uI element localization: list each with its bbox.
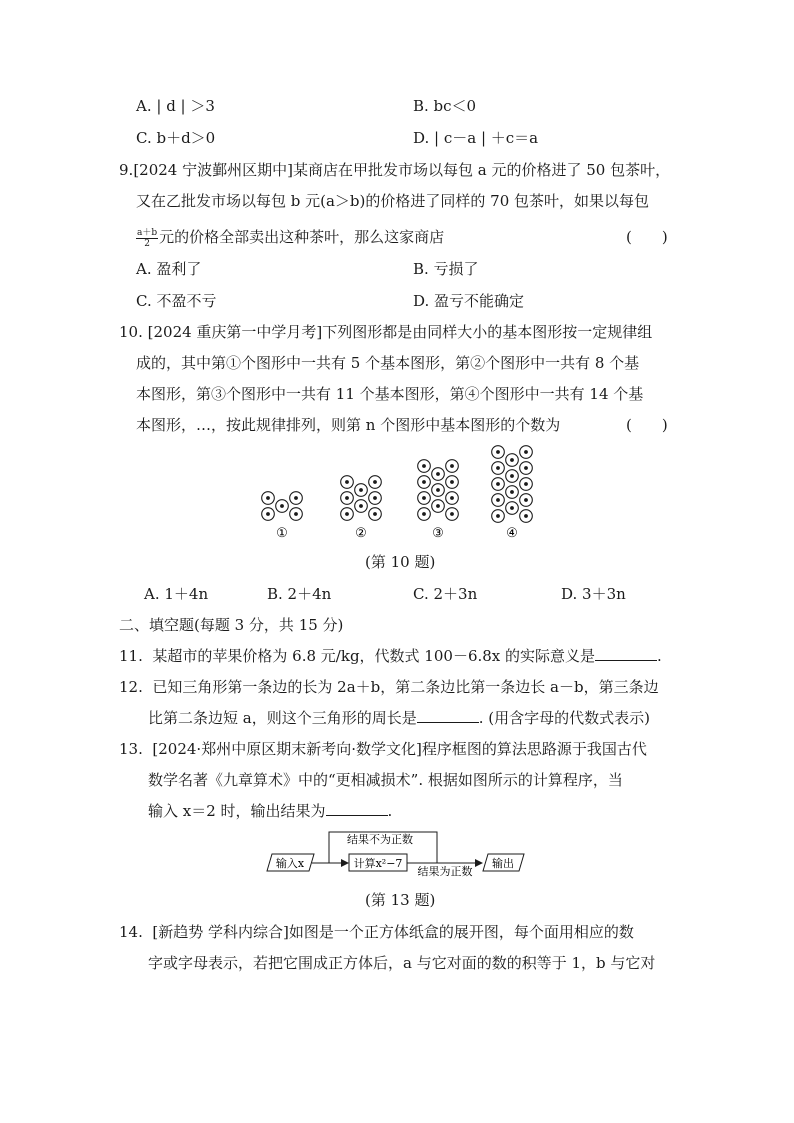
q9-stem-line2: 又在乙批发市场以每包 b 元(a＞b)的价格进了同样的 70 包茶叶，如果以每包 bbox=[136, 192, 650, 210]
punctuation: . bbox=[657, 647, 662, 665]
q9-stem-line3 bbox=[136, 223, 444, 251]
question-text: 输入 x＝2 时，输出结果为 bbox=[148, 802, 326, 820]
q9-option-a: A. 盈利了 bbox=[136, 260, 202, 278]
question-source: [2024 宁波鄞州区期中] bbox=[133, 161, 293, 179]
fraction bbox=[136, 228, 158, 249]
figure-label-2: ② bbox=[355, 526, 367, 541]
q10-option-c: C. 2＋3n bbox=[413, 585, 478, 603]
q8-option-b: B. bc＜0 bbox=[413, 97, 477, 115]
pattern-figure-3 bbox=[418, 460, 459, 521]
punctuation: . bbox=[387, 802, 393, 820]
question-number: 12. bbox=[119, 678, 143, 696]
question-number: 14. bbox=[119, 923, 143, 941]
q9-option-b: B. 亏损了 bbox=[413, 260, 479, 278]
answer-blank[interactable] bbox=[595, 646, 657, 661]
pattern-figure-2 bbox=[341, 476, 382, 521]
question-text: 比第二条边短 a，则这个三角形的周长是 bbox=[148, 709, 417, 727]
figure-label-3: ③ bbox=[432, 526, 444, 541]
pattern-figure-4 bbox=[492, 446, 533, 523]
fraction-numerator: a＋b bbox=[137, 227, 158, 238]
q13-stem-line2: 数学名著《九章算术》中的“更相减损术”. 根据如图所示的计算程序，当 bbox=[148, 771, 623, 789]
q14-stem-line2: 字或字母表示，若把它围成正方体后，a 与它对面的数的积等于 1，b 与它对 bbox=[148, 954, 656, 972]
question-number: 13. bbox=[119, 740, 143, 758]
q8-option-d: D. | c－a | ＋c＝a bbox=[413, 129, 539, 147]
question-number: 10. bbox=[119, 323, 143, 341]
figure-label-4: ④ bbox=[506, 526, 518, 541]
question-number: 11. bbox=[119, 647, 143, 665]
answer-blank[interactable] bbox=[417, 708, 479, 723]
question-text: 已知三角形第一条边的长为 2a＋b，第二条边比第一条边长 a－b，第三条边 bbox=[152, 678, 659, 696]
q8-option-c: C. b＋d＞0 bbox=[136, 129, 216, 147]
section-heading: 二、填空题(每题 3 分，共 15 分) bbox=[119, 616, 344, 634]
answer-blank[interactable] bbox=[326, 801, 388, 816]
q13-flowchart bbox=[262, 828, 532, 878]
answer-paren: ( ) bbox=[626, 416, 668, 434]
q9-stem-line1 bbox=[119, 160, 670, 180]
q10-stem-line1 bbox=[119, 322, 652, 342]
flow-input-label: 输入x bbox=[275, 857, 305, 870]
flow-loop-label: 结果不为正数 bbox=[347, 833, 413, 846]
q10-option-d: D. 3＋3n bbox=[561, 585, 626, 603]
q10-pattern-figure bbox=[250, 440, 550, 544]
question-text: 元的价格全部卖出这种茶叶，那么这家商店 bbox=[159, 228, 445, 246]
flow-output-label: 输出 bbox=[492, 857, 514, 870]
q12-stem-line2 bbox=[148, 708, 650, 728]
question-text: . (用含字母的代数式表示) bbox=[478, 709, 650, 727]
q13-stem-line1 bbox=[119, 739, 647, 759]
q13-stem-line3 bbox=[148, 801, 392, 821]
question-text: 某商店在甲批发市场以每包 a 元的价格进了 50 包茶叶， bbox=[292, 161, 671, 179]
flow-positive-label: 结果为正数 bbox=[417, 865, 473, 878]
q10-option-a: A. 1＋4n bbox=[144, 585, 209, 603]
q11-stem bbox=[119, 646, 662, 666]
fraction-denominator: 2 bbox=[144, 238, 150, 249]
q10-stem-line2: 成的，其中第①个图形中一共有 5 个基本图形，第②个图形中一共有 8 个基 bbox=[136, 354, 640, 372]
flow-calc-label: 计算x²−7 bbox=[353, 857, 403, 870]
question-text: 程序框图的算法思路源于我国古代 bbox=[421, 740, 647, 758]
q9-option-c: C. 不盈不亏 bbox=[136, 292, 217, 310]
question-number: 9. bbox=[119, 161, 134, 179]
question-text: 下列图形都是由同样大小的基本图形按一定规律组 bbox=[322, 323, 653, 341]
q8-option-a: A. | d | ＞3 bbox=[136, 97, 215, 115]
question-source: [2024 重庆第一中学月考] bbox=[147, 323, 323, 341]
figure-label-1: ① bbox=[276, 526, 288, 541]
question-text: 如图是一个正方体纸盒的展开图，每个面用相应的数 bbox=[288, 923, 634, 941]
q13-figure-caption: (第 13 题) bbox=[365, 891, 436, 909]
q12-stem-line1 bbox=[119, 677, 659, 697]
question-text: 某超市的苹果价格为 6.8 元/kg，代数式 100－6.8x 的实际意义是 bbox=[152, 647, 596, 665]
pattern-figure-1 bbox=[262, 492, 303, 521]
question-source: [新趋势 学科内综合] bbox=[152, 923, 289, 941]
q9-option-d: D. 盈亏不能确定 bbox=[413, 292, 525, 310]
q10-option-b: B. 2＋4n bbox=[267, 585, 332, 603]
q14-stem-line1 bbox=[119, 922, 634, 942]
answer-paren: ( ) bbox=[626, 228, 668, 246]
q10-figure-caption: (第 10 题) bbox=[365, 553, 436, 571]
q10-stem-line4: 本图形，…，按此规律排列，则第 n 个图形中基本图形的个数为 bbox=[136, 416, 561, 434]
q10-stem-line3: 本图形，第③个图形中一共有 11 个基本图形，第④个图形中一共有 14 个基 bbox=[136, 385, 644, 403]
question-source: [2024·郑州中原区期末新考向·数学文化] bbox=[152, 740, 422, 758]
